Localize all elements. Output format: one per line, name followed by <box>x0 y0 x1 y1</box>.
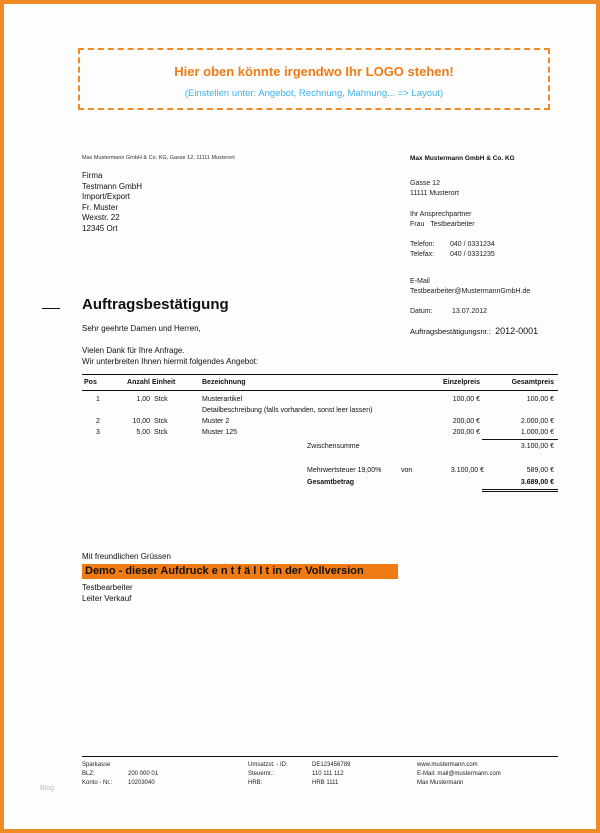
row-price: 100,00 € <box>452 396 480 403</box>
grand-total-value: 3.689,00 € <box>520 479 554 486</box>
signer-name: Testbearbeiter <box>82 583 133 592</box>
contact-block <box>410 210 475 230</box>
footer-tax-values <box>312 761 350 788</box>
row-total: 1.000,00 € <box>520 429 554 436</box>
row-desc: Muster 2 <box>202 418 230 425</box>
date-label: Datum: <box>410 308 433 315</box>
date-row <box>410 307 487 317</box>
row-price: 200,00 € <box>452 429 480 436</box>
fax-label: Telefax: <box>410 251 435 258</box>
subtotal-value: 3.100,00 € <box>520 443 554 450</box>
sender-line: Max Mustermann GmbH & Co. KG, Gasse 12, 11111 Musterort <box>82 155 235 161</box>
company-address <box>410 179 459 199</box>
row-pos: 2 <box>96 418 100 425</box>
footer-taxno-value: 110 111 112 <box>312 771 344 777</box>
row-pos: 3 <box>96 429 100 436</box>
footer-taxno-label: Steuernr.: <box>248 771 275 777</box>
col-header-qty: Anzahl <box>127 379 150 386</box>
footer-owner: Max Mustermann <box>417 780 464 786</box>
closing: Mit freundlichen Grüssen <box>82 552 171 561</box>
footer-rule <box>82 756 558 757</box>
footer-website: www.mustermann.com <box>417 762 478 768</box>
contact-prefix: Frau <box>410 221 425 228</box>
phone-value: 040 / 0331234 <box>450 241 495 248</box>
vat-label: Mehrwertsteuer 19,00% <box>307 467 382 474</box>
col-header-desc: Bezeichnung <box>202 379 246 386</box>
recipient-line: Firma <box>82 171 103 180</box>
footer-blz-label: BLZ: <box>82 771 95 777</box>
footer-account-value: 10203040 <box>128 780 155 786</box>
order-number-row <box>410 326 538 336</box>
email-block <box>410 277 530 297</box>
footer-bank-name: Sparkasse <box>82 762 111 768</box>
contact-label: Ihr Ansprechpartner <box>410 211 472 218</box>
footer-hrb-label: HRB: <box>248 780 263 786</box>
recipient-line: Wexstr. 22 <box>82 213 120 222</box>
footer-bank-values <box>128 761 158 788</box>
company-name: Max Mustermann GmbH & Co. KG <box>410 155 515 162</box>
intro-line: Wir unterbreiten Ihnen hiermit folgendes Angebot: <box>82 356 259 366</box>
recipient-address <box>82 171 142 234</box>
row-desc: Musterartikel <box>202 396 243 403</box>
salutation: Sehr geehrte Damen und Herren, <box>82 324 201 333</box>
footer-vatid-label: Umsatzst. - ID: <box>248 762 288 768</box>
logo-placeholder <box>78 48 550 110</box>
row-qty: 10,00 <box>132 418 150 425</box>
intro-line: Vielen Dank für Ihre Anfrage. <box>82 346 185 355</box>
recipient-line: 12345 Ort <box>82 223 118 233</box>
col-header-unit: Einheit <box>152 379 176 386</box>
company-street: Gasse 12 <box>410 180 440 187</box>
signer-role: Leiter Verkauf <box>82 593 132 603</box>
grand-total-label: Gesamtbetrag <box>307 479 355 486</box>
table-header-rule <box>82 390 558 391</box>
phone-label: Telefon: <box>410 241 435 248</box>
row-total: 2.000,00 € <box>520 418 554 425</box>
row-qty: 5,00 <box>136 429 150 436</box>
email-value: Testbearbeiter@MustermannGmbH.de <box>410 288 531 295</box>
footer-tax-labels <box>248 761 288 788</box>
fold-mark <box>42 308 60 309</box>
recipient-line: Testmann GmbH <box>82 181 143 191</box>
row-total: 100,00 € <box>526 396 554 403</box>
table-top-rule <box>82 374 558 375</box>
vat-from: von <box>401 467 413 474</box>
footer-email: E-Mail: mail@mustermann.com <box>417 771 501 777</box>
order-number-value: 2012-0001 <box>495 326 539 336</box>
row-desc: Muster 125 <box>202 429 238 436</box>
row-unit: Stck <box>154 396 168 403</box>
row-desc-detail: Detailbeschreibung (falls vorhanden, sonst leer lassen) <box>202 407 373 414</box>
logo-title: Hier oben könnte irgendwo Ihr LOGO stehen! <box>174 64 454 79</box>
footer-contact <box>417 761 501 788</box>
vat-base: 3.100,00 € <box>450 467 484 474</box>
col-header-total: Gesamtpreis <box>511 379 554 386</box>
signer-block <box>82 583 133 604</box>
phone-block <box>410 240 530 260</box>
watermark: Blog <box>40 785 55 792</box>
fax-value: 040 / 0331235 <box>450 251 495 258</box>
footer-blz-value: 200 000 01 <box>128 771 159 777</box>
footer-hrb-value: HRB 1111 <box>312 780 339 786</box>
grand-total-rule <box>482 489 558 490</box>
logo-subtitle: (Einstellen unter: Angebot, Rechnung, Mahnung... => Layout) <box>184 88 444 99</box>
company-city: 11111 Musterort <box>410 190 459 197</box>
row-unit: Stck <box>154 429 168 436</box>
date-value: 13.07.2012 <box>452 308 488 315</box>
intro-text <box>82 346 258 367</box>
row-unit: Stck <box>154 418 168 425</box>
row-price: 200,00 € <box>452 418 480 425</box>
recipient-line: Fr. Muster <box>82 202 119 212</box>
col-header-price: Einzelpreis <box>443 379 480 386</box>
order-number-label: Auftragsbestätigungsnr.: <box>410 327 491 336</box>
email-label: E-Mail <box>410 278 430 285</box>
demo-banner: Demo - dieser Aufdruck e n t f ä l l t in der Vollversion <box>82 564 398 579</box>
document-title: Auftragsbestätigung <box>82 296 229 313</box>
col-header-pos: Pos <box>84 379 97 386</box>
subtotal-label: Zwischensumme <box>307 443 360 450</box>
vat-value: 589,00 € <box>526 467 554 474</box>
grand-total-rule-double <box>482 491 558 492</box>
row-pos: 1 <box>96 396 100 403</box>
footer-bank-labels <box>82 761 112 788</box>
subtotal-rule <box>482 439 558 440</box>
contact-name: Testbearbeiter <box>430 221 475 228</box>
footer-account-label: Konto - Nr.: <box>82 780 113 786</box>
recipient-line: Import/Export <box>82 192 131 201</box>
footer-vatid-value: DE123456789 <box>312 762 351 768</box>
row-qty: 1,00 <box>136 396 150 403</box>
